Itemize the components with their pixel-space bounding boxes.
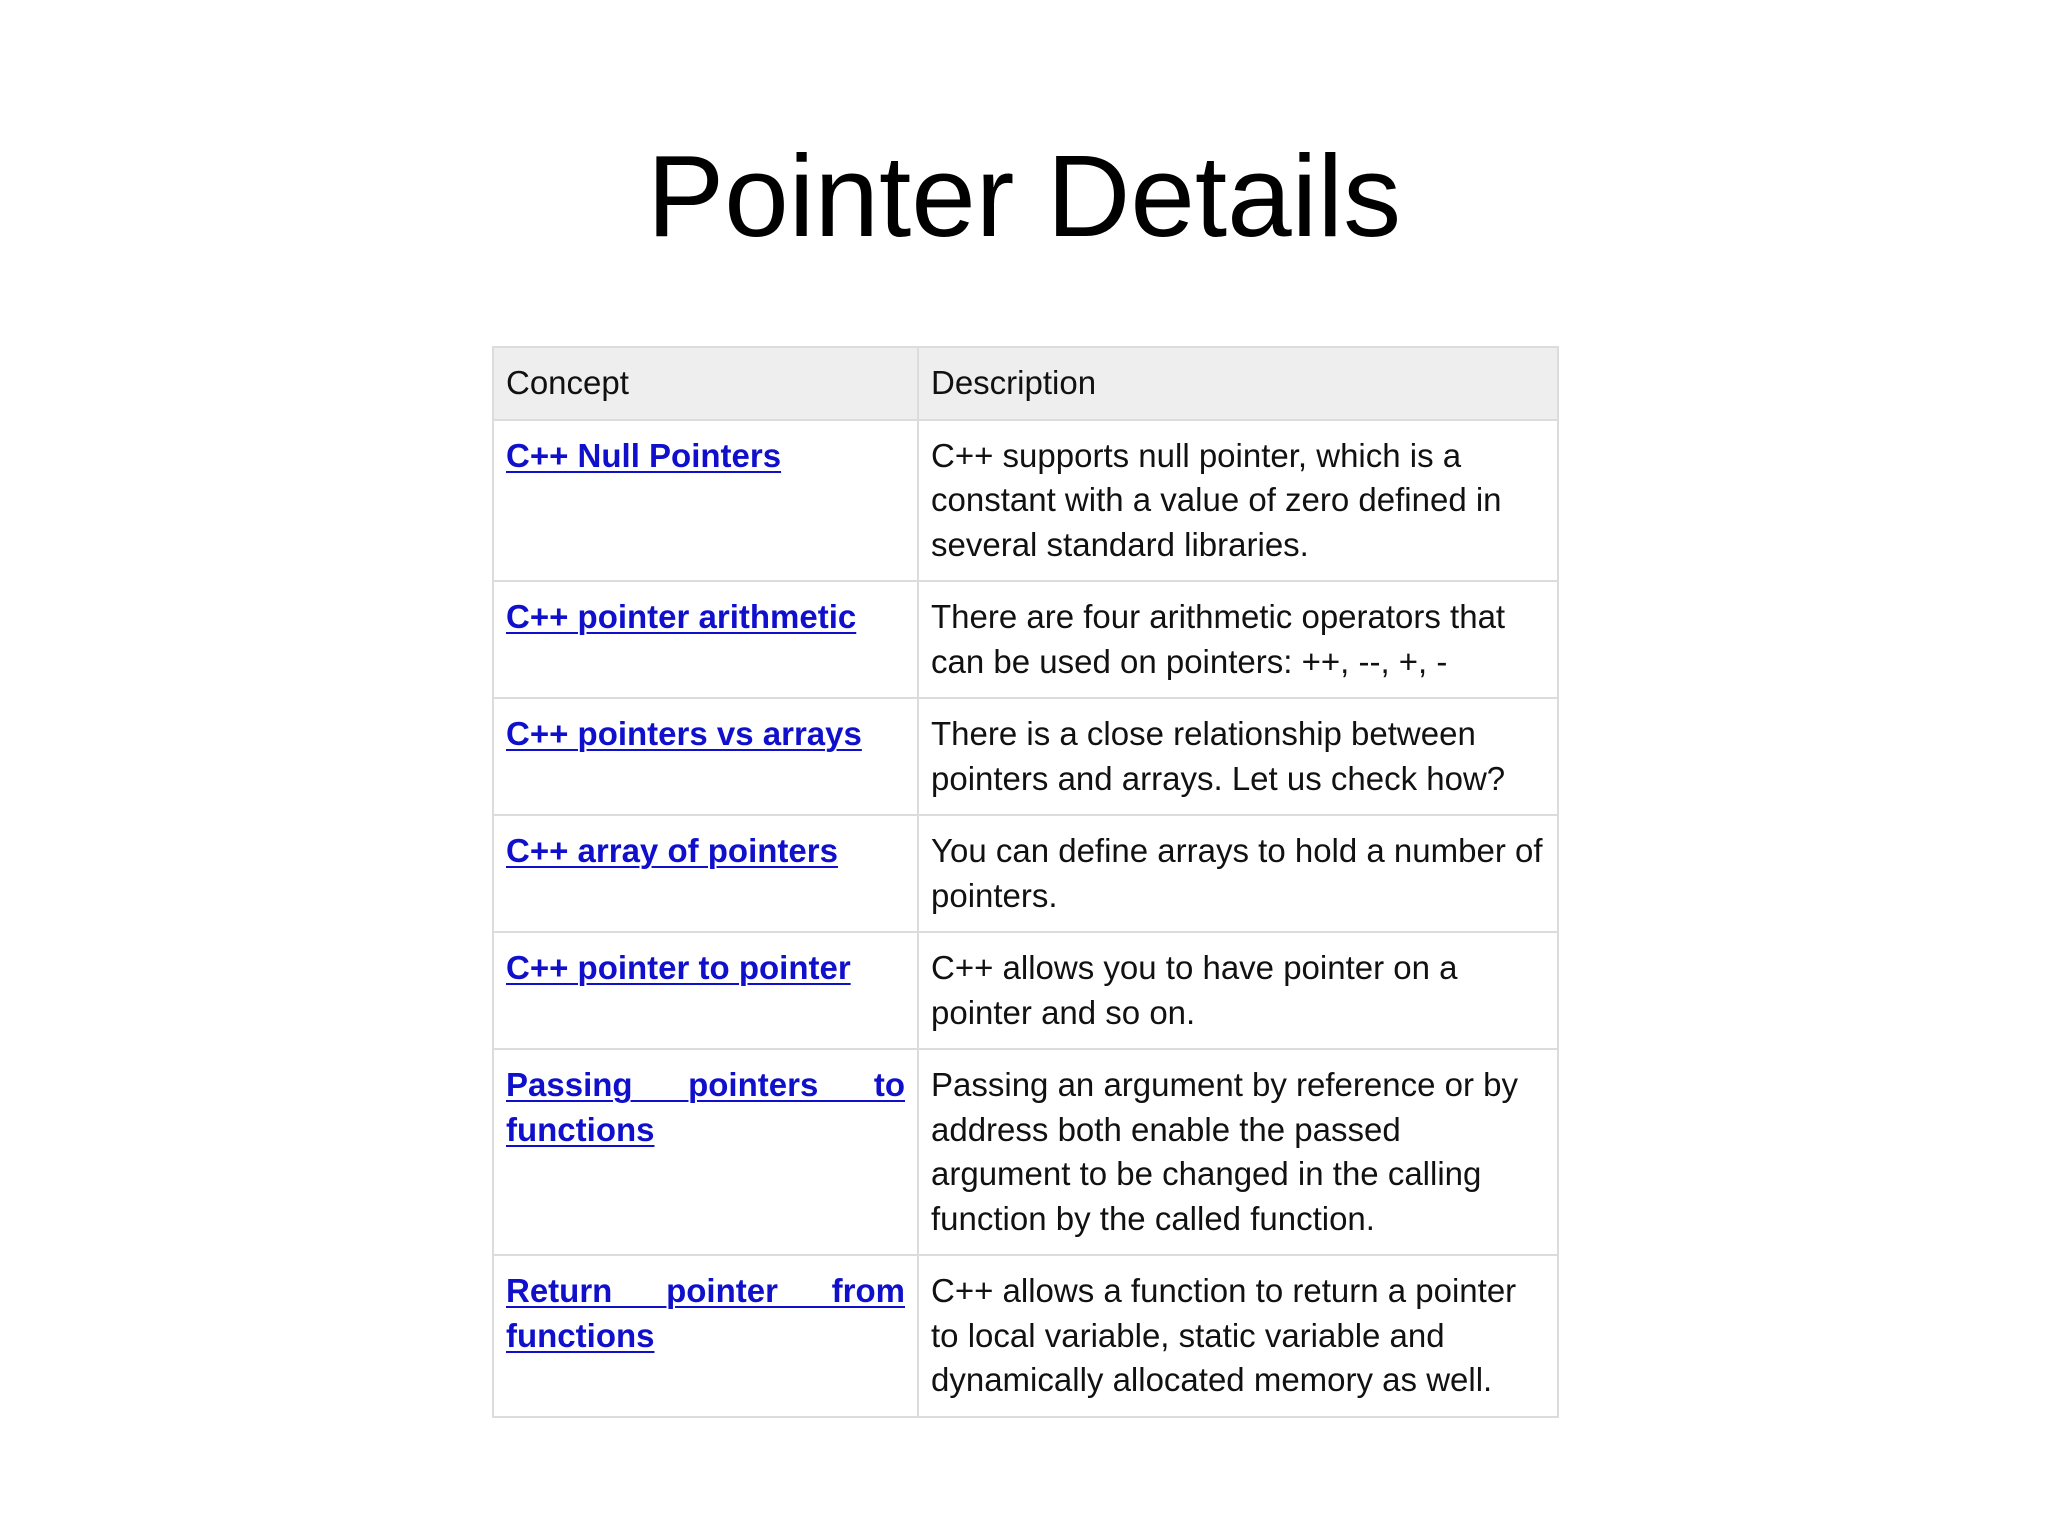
table-row — [493, 581, 1558, 698]
link-null-pointers[interactable]: C++ Null Pointers — [506, 436, 782, 474]
header-concept: Concept — [493, 347, 918, 420]
description-cell: Passing an argument by reference or by address both enable the passed argument to be changed in the calling function by the called function. — [918, 1049, 1558, 1255]
header-description: Description — [918, 347, 1558, 420]
concept-cell — [493, 1049, 918, 1255]
table-row — [493, 420, 1558, 582]
concept-cell — [493, 815, 918, 932]
description-cell: C++ supports null pointer, which is a constant with a value of zero defined in several standard libraries. — [918, 420, 1558, 582]
link-return-pointer-from-functions[interactable]: Return pointer from functions — [506, 1272, 905, 1354]
page-title: Pointer Details — [646, 131, 1402, 261]
link-pointer-to-pointer[interactable]: C++ pointer to pointer — [506, 949, 851, 986]
table-row — [493, 1255, 1558, 1417]
link-array-of-pointers[interactable]: C++ array of pointers — [506, 832, 838, 869]
description-cell: There are four arithmetic operators that can be used on pointers: ++, --, +, - — [918, 581, 1558, 698]
concept-cell — [493, 420, 918, 582]
table-row — [493, 815, 1558, 932]
table-row — [493, 932, 1558, 1049]
concept-cell — [493, 698, 918, 815]
concept-cell — [493, 932, 918, 1049]
concept-cell — [493, 581, 918, 698]
description-cell: There is a close relationship between pointers and arrays. Let us check how? — [918, 698, 1558, 815]
link-pointer-arithmetic[interactable]: C++ pointer arithmetic — [506, 598, 857, 635]
description-cell: C++ allows you to have pointer on a pointer and so on. — [918, 932, 1558, 1049]
description-cell: You can define arrays to hold a number of pointers. — [918, 815, 1558, 932]
table-header-row — [493, 347, 1558, 420]
table-row — [493, 698, 1558, 815]
link-passing-pointers-to-functions[interactable]: Passing pointers to functions — [506, 1066, 905, 1148]
link-pointers-vs-arrays[interactable]: C++ pointers vs arrays — [506, 715, 862, 752]
table-row — [493, 1049, 1558, 1255]
description-cell: C++ allows a function to return a pointer to local variable, static variable and dynamically allocated memory as well. — [918, 1255, 1558, 1417]
concept-cell — [493, 1255, 918, 1417]
pointer-concepts-table — [492, 346, 1559, 1418]
